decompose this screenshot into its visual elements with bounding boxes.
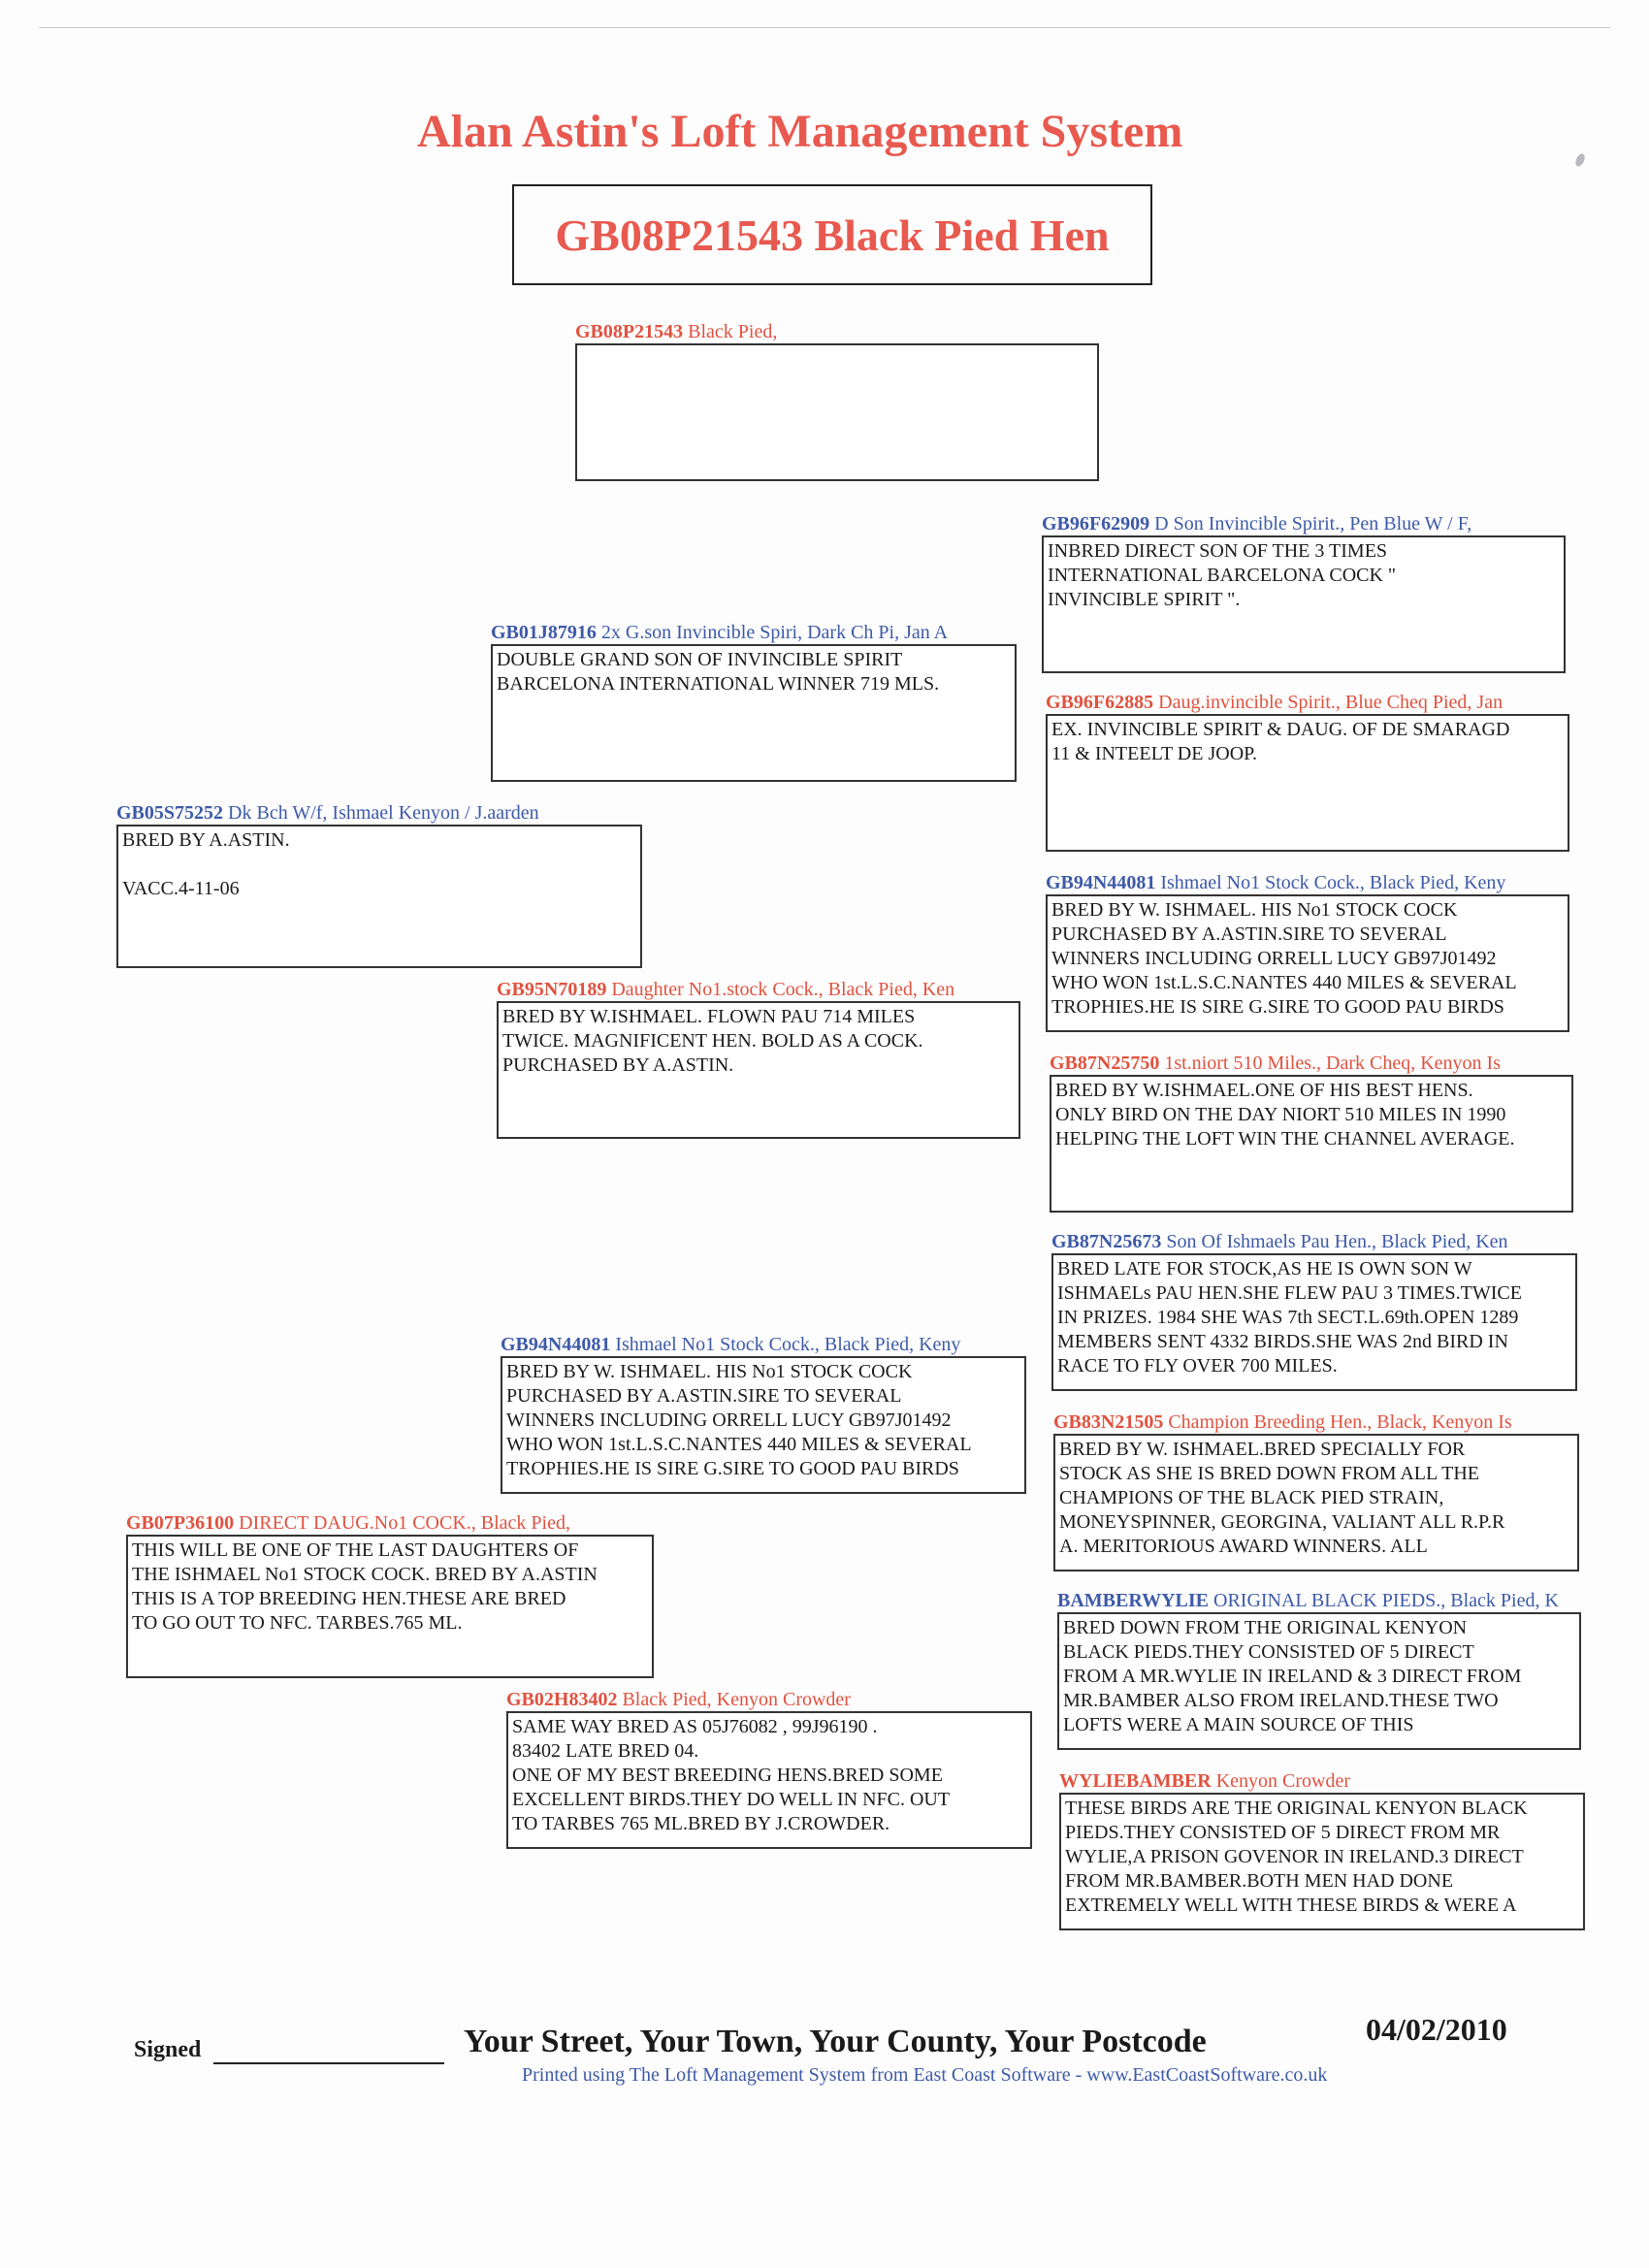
bird-notes [497, 1001, 1020, 1139]
bird-sire-dam-dam [1050, 1052, 1573, 1213]
ring-number: GB87N25673 [1051, 1231, 1162, 1252]
bird-description: D Son Invincible Spirit., Pen Blue W / F, [1149, 513, 1472, 535]
bird-description: Son Of Ishmaels Pau Hen., Black Pied, Ken [1161, 1231, 1508, 1252]
subject-title: GB08P21543 Black Pied Hen [512, 184, 1152, 285]
notes-text: BRED BY W.ISHMAEL.ONE OF HIS BEST HENS. ONLY BIRD ON THE DAY NIORT 510 MILES IN 1990 HELPING THE LOFT WIN THE CHANNEL AVERAGE. [1055, 1080, 1515, 1150]
bird-description: 1st.niort 510 Miles., Dark Cheq, Kenyon Is [1159, 1053, 1501, 1074]
bird-notes [1053, 1434, 1579, 1571]
notes-text: BRED BY A.ASTIN. VACC.4-11-06 [122, 829, 290, 899]
notes-text: THESE BIRDS ARE THE ORIGINAL KENYON BLACK PIEDS.THEY CONSISTED OF 5 DIRECT FROM MR WYLIE,A PRISON GOVENOR IN IRELAND.3 DIRECT FROM MR.BAMBER.BOTH MEN HAD DONE EXTREMELY WELL WITH THESE BIRDS & WERE A [1065, 1798, 1528, 1916]
ring-number: GB08P21543 [575, 321, 684, 342]
bird-heading [1051, 1230, 1577, 1253]
bird-dam-dam-sire [1057, 1589, 1587, 1750]
notes-text: DOUBLE GRAND SON OF INVINCIBLE SPIRIT BARCELONA INTERNATIONAL WINNER 719 MLS. [497, 649, 940, 695]
bird-heading [1053, 1410, 1579, 1434]
ring-number: GB96F62885 [1046, 692, 1154, 713]
ring-number: GB07P36100 [126, 1512, 235, 1534]
notes-text: INBRED DIRECT SON OF THE 3 TIMES INTERNATIONAL BARCELONA COCK " INVINCIBLE SPIRIT ". [1048, 540, 1397, 610]
bird-heading [491, 621, 1017, 644]
bird-notes [491, 644, 1017, 782]
notes-text: THIS WILL BE ONE OF THE LAST DAUGHTERS OF THE ISHMAEL No1 STOCK COCK. BRED BY A.ASTIN THIS IS A TOP BREEDING HEN.THESE ARE BRED TO GO OUT TO NFC. TARBES.765 ML. [132, 1539, 598, 1634]
bird-heading [497, 978, 1020, 1001]
bird-notes [126, 1535, 654, 1678]
bird-description: Ishmael No1 Stock Cock., Black Pied, Keny [1155, 872, 1506, 893]
bird-sire-sire-sire [1042, 512, 1566, 673]
ring-number: GB05S75252 [116, 802, 224, 824]
bird-notes [1051, 1253, 1577, 1391]
ring-number: GB02H83402 [506, 1689, 618, 1710]
bird-description: Black Pied, Kenyon Crowder [617, 1689, 851, 1710]
bird-dam-dam-dam [1059, 1769, 1585, 1930]
bird-notes [575, 343, 1099, 481]
bird-heading [116, 801, 642, 825]
bird-description: Daug.invincible Spirit., Blue Cheq Pied, Jan [1153, 692, 1504, 713]
ring-number: GB96F62909 [1042, 513, 1150, 535]
bird-dam-dam [506, 1688, 1032, 1849]
bird-dam-sire [501, 1333, 1026, 1494]
notes-text: BRED BY W. ISHMAEL. HIS No1 STOCK COCK PURCHASED BY A.ASTIN.SIRE TO SEVERAL WINNERS INCLUDING ORRELL LUCY GB97J01492 WHO WON 1st.L.S.C.NANTES 440 MILES & SEVERAL TROPHIES.HE IS SIRE G.SIRE TO GOOD PAU BIRDS [506, 1361, 972, 1479]
bird-description: Dk Bch W/f, Ishmael Kenyon / J.aarden [223, 802, 539, 824]
bird-description: Ishmael No1 Stock Cock., Black Pied, Keny [610, 1334, 961, 1355]
footer-address: Your Street, Your Town, Your County, Your Postcode [464, 2024, 1207, 2059]
bird-heading [1046, 691, 1569, 714]
notes-text: BRED BY W. ISHMAEL. HIS No1 STOCK COCK PURCHASED BY A.ASTIN.SIRE TO SEVERAL WINNERS INCLUDING ORRELL LUCY GB97J01492 WHO WON 1st.L.S.C.NANTES 440 MILES & SEVERAL TROPHIES.HE IS SIRE G.SIRE TO GOOD PAU BIRDS [1051, 899, 1517, 1018]
bird-dam [126, 1511, 654, 1678]
ring-number: BAMBERWYLIE [1057, 1590, 1209, 1611]
bird-description: 2x G.son Invincible Spiri, Dark Ch Pi, Jan A [596, 622, 949, 643]
bird-heading [126, 1511, 654, 1535]
bird-subject [575, 320, 1099, 481]
bird-description: ORIGINAL BLACK PIEDS., Black Pied, K [1209, 1590, 1559, 1611]
notes-text: BRED BY W. ISHMAEL.BRED SPECIALLY FOR STOCK AS SHE IS BRED DOWN FROM ALL THE CHAMPIONS OF THE BLACK PIED STRAIN, MONEYSPINNER, GEORGINA, VALIANT ALL R.P.R A. MERITORIOUS AWARD WINNERS. ALL [1059, 1439, 1505, 1557]
bird-description: DIRECT DAUG.No1 COCK., Black Pied, [234, 1512, 570, 1534]
ring-number: GB94N44081 [1046, 872, 1156, 893]
notes-text: EX. INVINCIBLE SPIRIT & DAUG. OF DE SMARAGD 11 & INTEELT DE JOOP. [1051, 719, 1510, 764]
bird-notes [1046, 714, 1569, 852]
ring-number: GB83N21505 [1053, 1411, 1164, 1433]
bird-heading [1046, 871, 1569, 894]
ring-number: GB87N25750 [1050, 1053, 1160, 1074]
bird-sire-dam-sire [1046, 871, 1569, 1032]
bird-heading [575, 320, 1099, 343]
notes-text: BRED BY W.ISHMAEL. FLOWN PAU 714 MILES TWICE. MAGNIFICENT HEN. BOLD AS A COCK. PURCHASED BY A.ASTIN. [502, 1006, 923, 1076]
footer-printed-by: Printed using The Loft Management System from East Coast Software - www.EastCoastSoftware.co.uk [522, 2064, 1328, 2086]
bird-sire-sire [491, 621, 1017, 782]
page-title: Alan Astin's Loft Management System [417, 106, 1183, 157]
bird-notes [1046, 894, 1569, 1032]
bird-notes [501, 1356, 1026, 1494]
bird-dam-sire-sire [1051, 1230, 1577, 1391]
bird-notes [506, 1711, 1032, 1849]
bird-description: Champion Breeding Hen., Black, Kenyon Is [1163, 1411, 1512, 1433]
bird-heading [506, 1688, 1032, 1711]
ring-number: GB94N44081 [501, 1334, 611, 1355]
bird-heading [1059, 1769, 1585, 1793]
notes-text: BRED LATE FOR STOCK,AS HE IS OWN SON W ISHMAELs PAU HEN.SHE FLEW PAU 3 TIMES.TWICE IN PRIZES. 1984 SHE WAS 7th SECT.L.69th.OPEN 1289 MEMBERS SENT 4332 BIRDS.SHE WAS 2nd BIRD IN RACE TO FLY OVER 700 MILES. [1057, 1258, 1522, 1377]
notes-text: SAME WAY BRED AS 05J76082 , 99J96190 . 83402 LATE BRED 04. ONE OF MY BEST BREEDING HENS.BRED SOME EXCELLENT BIRDS.THEY DO WELL IN NFC. OUT TO TARBES 765 ML.BRED BY J.CROWDER. [512, 1716, 951, 1834]
bird-heading [1057, 1589, 1587, 1612]
ring-number: GB01J87916 [491, 622, 597, 643]
bird-notes [1057, 1612, 1581, 1750]
signed-label: Signed [134, 2037, 202, 2062]
scan-speck [1573, 152, 1586, 168]
ring-number: WYLIEBAMBER [1059, 1770, 1212, 1792]
top-rule [39, 27, 1610, 28]
bird-heading [501, 1333, 1026, 1356]
signature-line [213, 2062, 444, 2064]
bird-notes [1050, 1075, 1573, 1213]
bird-notes [116, 825, 642, 968]
ring-number: GB95N70189 [497, 979, 607, 1000]
bird-sire-dam [497, 978, 1020, 1139]
bird-heading [1042, 512, 1566, 535]
bird-notes [1042, 535, 1566, 673]
bird-notes [1059, 1793, 1585, 1930]
bird-description: Kenyon Crowder [1211, 1770, 1351, 1792]
bird-dam-sire-dam [1053, 1410, 1579, 1571]
bird-heading [1050, 1052, 1573, 1075]
notes-text: BRED DOWN FROM THE ORIGINAL KENYON BLACK PIEDS.THEY CONSISTED OF 5 DIRECT FROM A MR.WYLIE IN IRELAND & 3 DIRECT FROM MR.BAMBER ALSO FROM IRELAND.THESE TWO LOFTS WERE A MAIN SOURCE OF THIS [1063, 1617, 1522, 1735]
bird-description: Daughter No1.stock Cock., Black Pied, Ken [606, 979, 955, 1000]
footer-date: 04/02/2010 [1366, 2012, 1507, 2047]
bird-sire-sire-dam [1046, 691, 1569, 852]
bird-sire [116, 801, 642, 968]
bird-description: Black Pied, [683, 321, 778, 342]
